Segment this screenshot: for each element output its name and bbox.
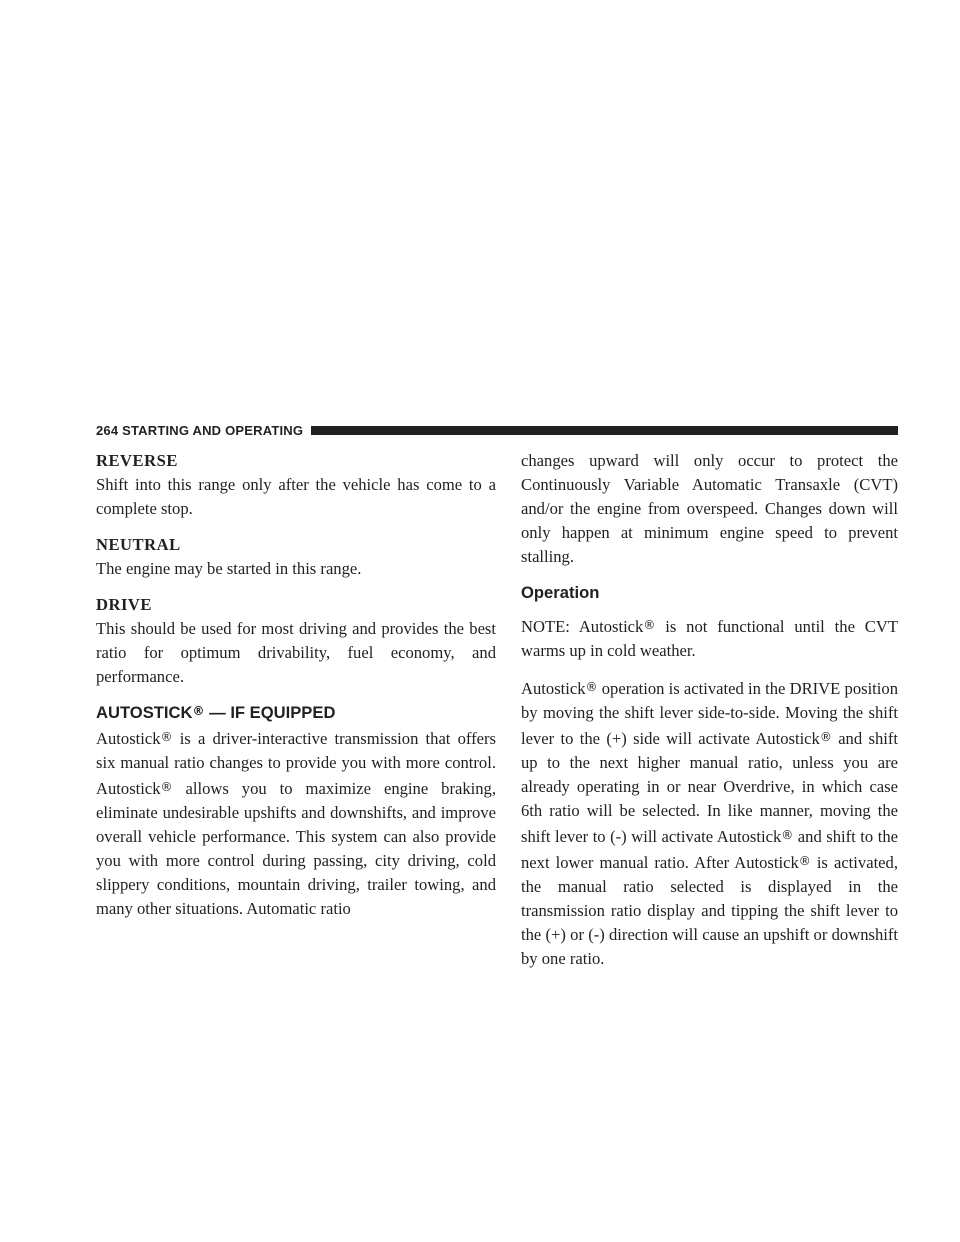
autostick-heading-suffix: — IF EQUIPPED (204, 703, 336, 722)
drive-heading: DRIVE (96, 595, 152, 614)
header-rule (311, 426, 898, 435)
text-run: is a driver-interactive transmission that offers six manual ratio changes to provide you with more control. Autostick (96, 729, 496, 798)
text-run: Autostick (96, 729, 161, 748)
spacer (96, 581, 496, 593)
registered-mark: ® (192, 704, 205, 718)
text-run: operation is activated in the DRIVE position by moving the shift lever side-to-side. Moving the shift lever to the (+) side will activate Autostick (521, 679, 898, 748)
registered-mark: ® (160, 780, 173, 794)
text-run: Autostick (569, 617, 644, 636)
page-number-section-label: 264 STARTING AND OPERATING (96, 422, 304, 438)
right-column (521, 449, 898, 971)
registered-mark: ® (585, 680, 598, 694)
text-run: is not functional until the CVT warms up in cold weather. (521, 617, 898, 660)
spacer (96, 521, 496, 533)
registered-mark: ® (160, 730, 173, 744)
registered-mark: ® (819, 730, 832, 744)
reverse-text: Shift into this range only after the vehicle has come to a complete stop. (96, 475, 496, 518)
text-run: Autostick (521, 679, 586, 698)
left-column (96, 449, 496, 921)
text-run: and shift to the next lower manual ratio. After Autostick (521, 827, 898, 872)
neutral-text: The engine may be started in this range. (96, 559, 362, 578)
text-run: allows you to maximize engine braking, eliminate undesirable upshifts and downshifts, and improve overall vehicle performance. This system can also provide you with more control during passing, city driving, cold slippery conditions, mountain driving, trailer towing, and many other situations. Automatic ratio (96, 779, 496, 918)
text-run: and shift up to the next higher manual ratio, unless you are already operating in or near Overdrive, in which case 6th ratio will be selected. In like manner, moving the shift lever to (-) will activate Autostick (521, 729, 898, 846)
registered-mark: ® (643, 618, 656, 632)
autostick-continuation-text: changes upward will only occur to protect the Continuously Variable Automatic Transaxle (CVT) and/or the engine from overspeed. Changes down will only happen at minimum engine speed to prevent stalling. (521, 451, 898, 566)
operation-text (521, 675, 898, 971)
note-text (521, 613, 898, 663)
reverse-heading: REVERSE (96, 451, 178, 470)
drive-text: This should be used for most driving and provides the best ratio for optimum drivability, fuel economy, and performance. (96, 619, 496, 686)
spacer (521, 663, 898, 675)
autostick-heading-name: AUTOSTICK (96, 703, 193, 722)
operation-heading: Operation (521, 583, 600, 602)
text-run: is activated, the manual ratio selected is displayed in the transmission ratio display and tipping the shift lever to the (+) or (-) direction will cause an upshift or downshift by one ratio. (521, 853, 898, 968)
registered-mark: ® (781, 828, 794, 842)
registered-mark: ® (798, 854, 811, 868)
spacer (521, 605, 898, 613)
spacer (521, 569, 898, 581)
page-header (96, 421, 898, 439)
autostick-heading (96, 699, 496, 725)
autostick-text (96, 725, 496, 921)
neutral-heading: NEUTRAL (96, 535, 181, 554)
note-label: NOTE: (521, 617, 570, 636)
